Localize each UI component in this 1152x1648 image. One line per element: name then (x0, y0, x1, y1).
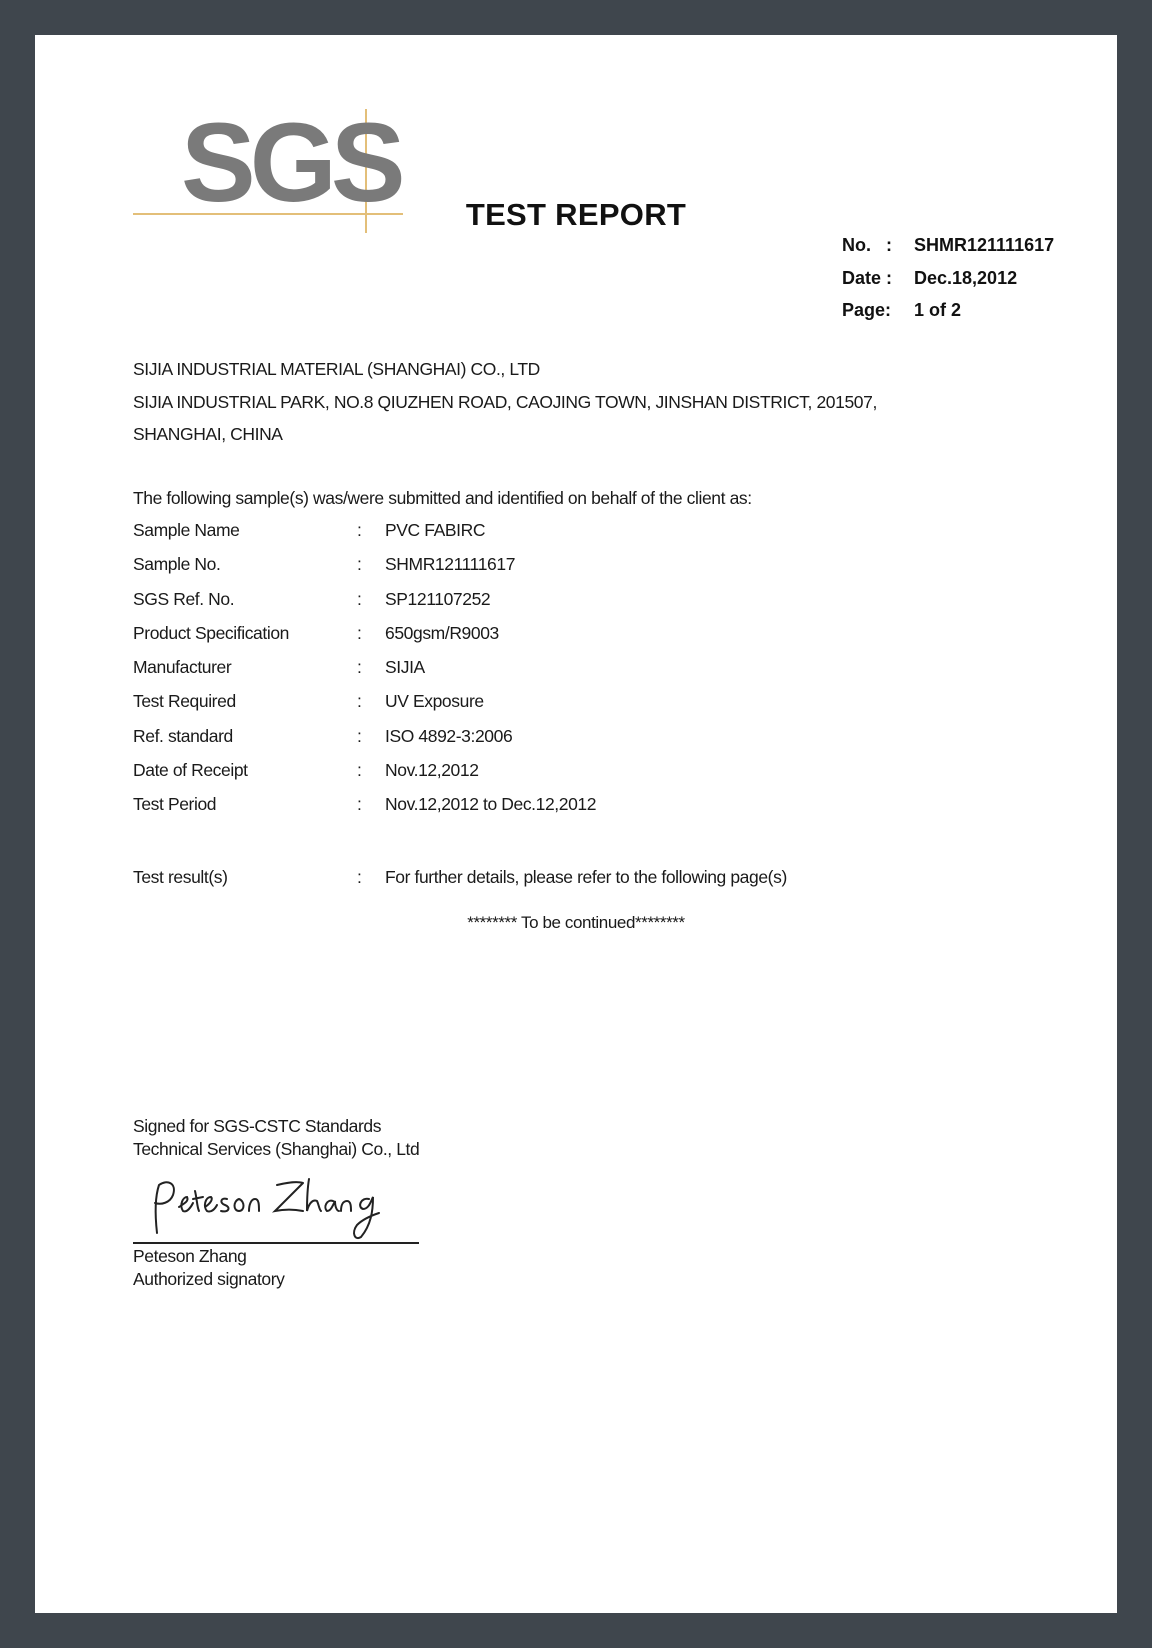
detail-value: SIJIA (385, 657, 425, 678)
detail-label: Manufacturer (133, 657, 232, 678)
signed-line2: Technical Services (Shanghai) Co., Ltd (133, 1139, 420, 1159)
meta-value: Dec.18,2012 (914, 267, 1018, 288)
continued-note: ******** To be continued******** (467, 913, 685, 932)
detail-value: Nov.12,2012 (385, 760, 479, 781)
detail-colon: : (357, 794, 362, 815)
detail-value: PVC FABIRC (385, 520, 486, 540)
detail-colon: : (357, 725, 362, 746)
detail-colon: : (357, 554, 362, 575)
client-address-line1: SIJIA INDUSTRIAL PARK, NO.8 QIUZHEN ROAD, CAOJING TOWN, JINSHAN DISTRICT, 201507, (133, 391, 877, 412)
handwritten-signature (143, 1175, 383, 1241)
detail-label: Sample Name (133, 520, 240, 540)
detail-value: Nov.12,2012 to Dec.12,2012 (385, 794, 597, 815)
detail-colon: : (357, 760, 362, 781)
detail-label: Sample No. (133, 554, 221, 575)
detail-value: ISO 4892-3:2006 (385, 725, 513, 746)
detail-colon: : (357, 622, 362, 643)
meta-value: SHMR121111617 (914, 235, 1055, 255)
detail-label: SGS Ref. No. (133, 588, 235, 609)
detail-label: Ref. standard (133, 725, 233, 746)
detail-colon: : (357, 520, 362, 540)
detail-label: Test Period (133, 794, 217, 815)
detail-colon: : (357, 691, 362, 712)
signer-title: Authorized signatory (133, 1269, 285, 1289)
signer-block (133, 1245, 285, 1291)
client-address-line2: SHANGHAI, CHINA (133, 424, 283, 444)
meta-value: 1 of 2 (914, 300, 962, 320)
result-colon: : (357, 867, 362, 887)
intro-text: The following sample(s) was/were submitted and identified on behalf of the client as: (133, 488, 752, 508)
result-value: For further details, please refer to the following page(s) (385, 867, 787, 887)
detail-label: Date of Receipt (133, 760, 248, 781)
detail-label: Test Required (133, 691, 236, 712)
result-label: Test result(s) (133, 867, 228, 887)
sgs-logo (133, 73, 405, 225)
detail-value: UV Exposure (385, 691, 484, 712)
detail-label: Product Specification (133, 622, 289, 643)
detail-colon: : (357, 588, 362, 609)
signature-line (133, 1242, 419, 1244)
signed-for-block (133, 1115, 419, 1161)
detail-value: 650gsm/R9003 (385, 622, 499, 643)
client-name: SIJIA INDUSTRIAL MATERIAL (SHANGHAI) CO., LTD (133, 359, 540, 379)
detail-colon: : (357, 657, 362, 678)
test-result-row (133, 867, 1033, 891)
meta-label: Page: (842, 300, 892, 320)
report-page (35, 35, 1117, 1613)
detail-value: SP121107252 (385, 588, 491, 609)
detail-value: SHMR121111617 (385, 554, 516, 575)
signer-name: Peteson Zhang (133, 1246, 247, 1266)
logo-letters: SGS (181, 100, 400, 225)
signed-line1: Signed for SGS-CSTC Standards (133, 1116, 382, 1136)
client-block (133, 353, 877, 451)
report-title: TEST REPORT (465, 197, 687, 232)
meta-label: No. : (842, 235, 892, 255)
meta-label: Date : (842, 267, 893, 288)
